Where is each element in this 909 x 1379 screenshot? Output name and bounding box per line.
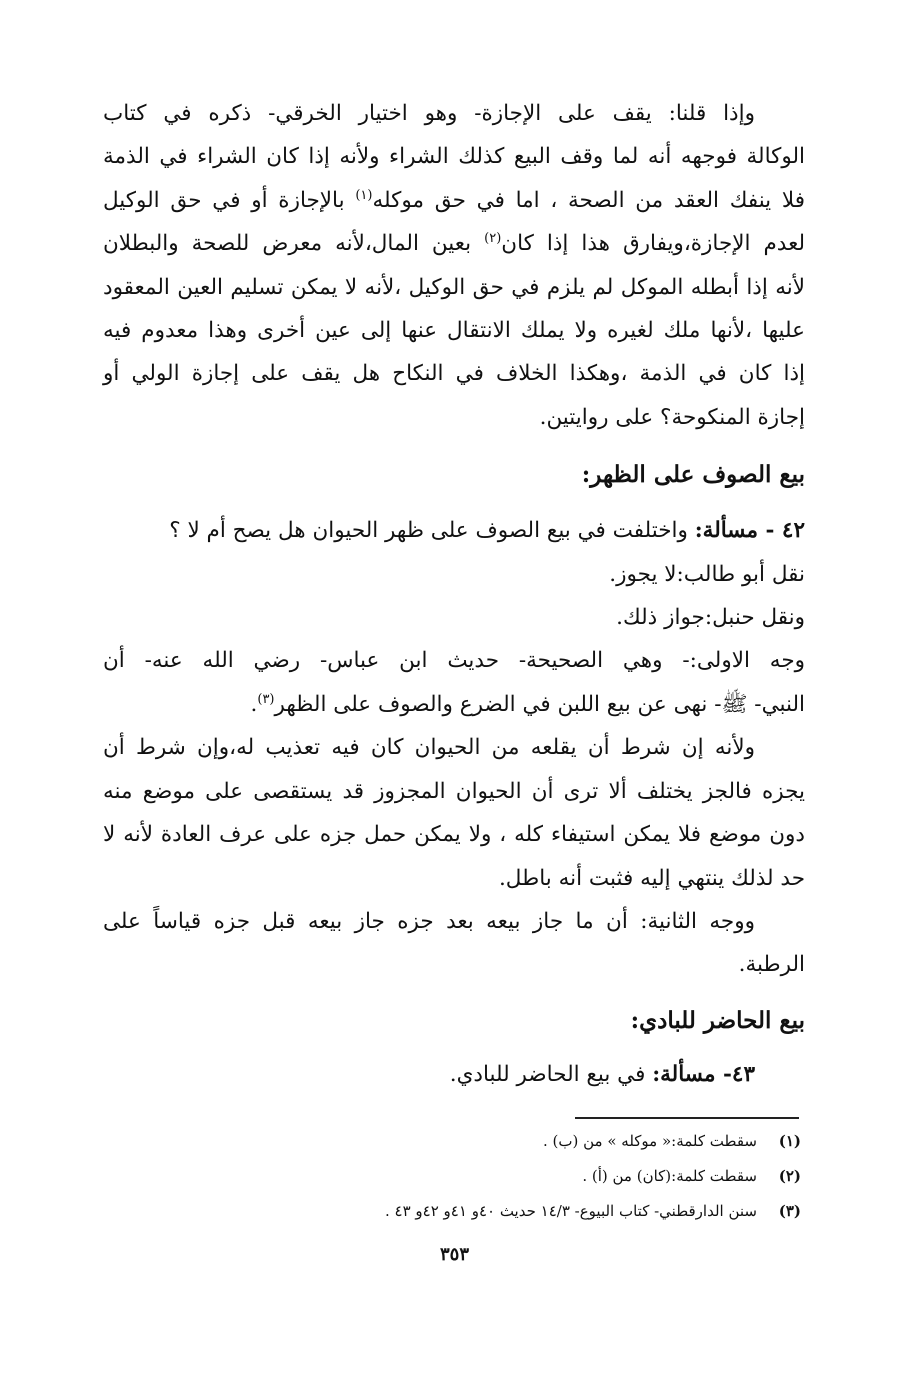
question-label: ٤٣- مسألة: [652,1061,755,1087]
footnote-text: سقطت كلمة:« موكله » من (ب) . [542,1132,757,1150]
question-text: واختلفت في بيع الصوف على ظهر الحيوان هل يصح أم لا ؟ [169,518,695,544]
text-segment: بعين المال،لأنه معرض للصحة والبطلان [103,231,472,257]
text-line: الرطبة. [738,952,805,978]
paragraph-wakala [103,92,805,439]
text-line [103,179,805,222]
question-text: في بيع الحاضر للبادي. [449,1061,653,1087]
question-label: ٤٢ - مسألة: [694,518,805,544]
page-body [103,92,805,1096]
paragraph-first-view [103,639,805,726]
narration-abu-talib: نقل أبو طالب:لا يجوز. [609,561,805,587]
footnote-text: سقطت كلمة:(كان) من (أ) . [582,1167,757,1185]
footnote-text: سنن الدارقطني- كتاب البيوع- ١٤/٣ حديث ٤٠و ٤١و ٤٢و ٤٣ . [384,1202,757,1220]
text-line: يجزه فالجز يختلف ألا ترى أن الحيوان المجزوز قد يستقصى على موضع منه [103,778,805,804]
text-line: ولأنه إن شرط أن يقلعه من الحيوان كان فيه تعذيب له،وإن شرط أن [103,735,755,761]
text-line: ووجه الثانية: أن ما جاز بيعه بعد جزه جاز بيعه قبل جزه قياساً على [103,908,755,934]
footnote-number: (٢) [778,1167,801,1185]
text-line: لأنه إذا أبطله الموكل لم يلزم في حق الوكيل ،لأنه لا يمكن تسليم العين المعقود [103,274,805,300]
text-line: دون موضع فلا يمكن استيفاء كله ، ولا يمكن حمل جزه على عرف العادة لأنه لا [103,822,805,848]
text-line: إذا كان في الذمة ،وهكذا الخلاف في النكاح هل يقف على إجازة الولي أو [103,361,805,387]
page-number: ٣٥٣ [439,1244,469,1265]
question-42 [103,509,805,552]
paragraph-second-view [103,900,805,987]
footnote-divider [575,1117,799,1119]
text-line: وجه الاولى:- وهي الصحيحة- حديث ابن عباس- رضي الله عنه- أن [103,648,805,674]
text-line: حد لذلك ينتهي إليه فثبت أنه باطل. [498,865,805,891]
question-43 [103,1053,805,1096]
text-segment: فلا ينفك العقد من الصحة ، اما في حق موكله [372,187,805,213]
footnotes [101,1124,801,1229]
footnote-number: (١) [778,1132,801,1150]
text-line [103,222,805,265]
paragraph-reasoning [103,726,805,900]
text-line: إجازة المنكوحة؟ على روايتين. [539,404,805,430]
section-heading-hadir: بيع الحاضر للبادي: [630,1006,805,1034]
footnote-ref-1[interactable]: (١) [355,187,373,203]
text-segment: النبي- ﷺ- نهى عن بيع اللبن في الضرع والصوف على الظهر [274,691,805,717]
footnote-1 [101,1124,801,1159]
text-segment: لعدم الإجازة،ويفارق هذا إذا كان [501,231,805,257]
text-line: الوكالة فوجهه أنه لما وقف البيع كذلك الشراء ولأنه إذا كان الشراء في الذمة [103,144,805,170]
footnote-ref-2[interactable]: (٢) [484,231,502,247]
narration-hanbal: ونقل حنبل:جواز ذلك. [616,605,805,631]
footnote-2 [101,1159,801,1194]
text-segment: بالإجازة أو في حق الوكيل [103,187,345,213]
footnote-ref-3[interactable]: (٣) [257,691,275,707]
section-heading-wool: بيع الصوف على الظهر: [581,461,805,489]
text-line: النبي- ﷺ- نهى عن بيع اللبن في الضرع والصوف على الظهر$^{(٣)}$. [250,691,805,717]
text-line: وإذا قلنا: يقف على الإجازة- وهو اختيار الخرقي- ذكره في كتاب [103,101,755,126]
footnote-3 [101,1194,801,1229]
footnote-number: (٣) [778,1202,801,1220]
text-line: عليها ،لأنها ملك لغيره ولا يملك الانتقال عنها إلى عين أخرى وهذا معدوم فيه [103,318,805,344]
